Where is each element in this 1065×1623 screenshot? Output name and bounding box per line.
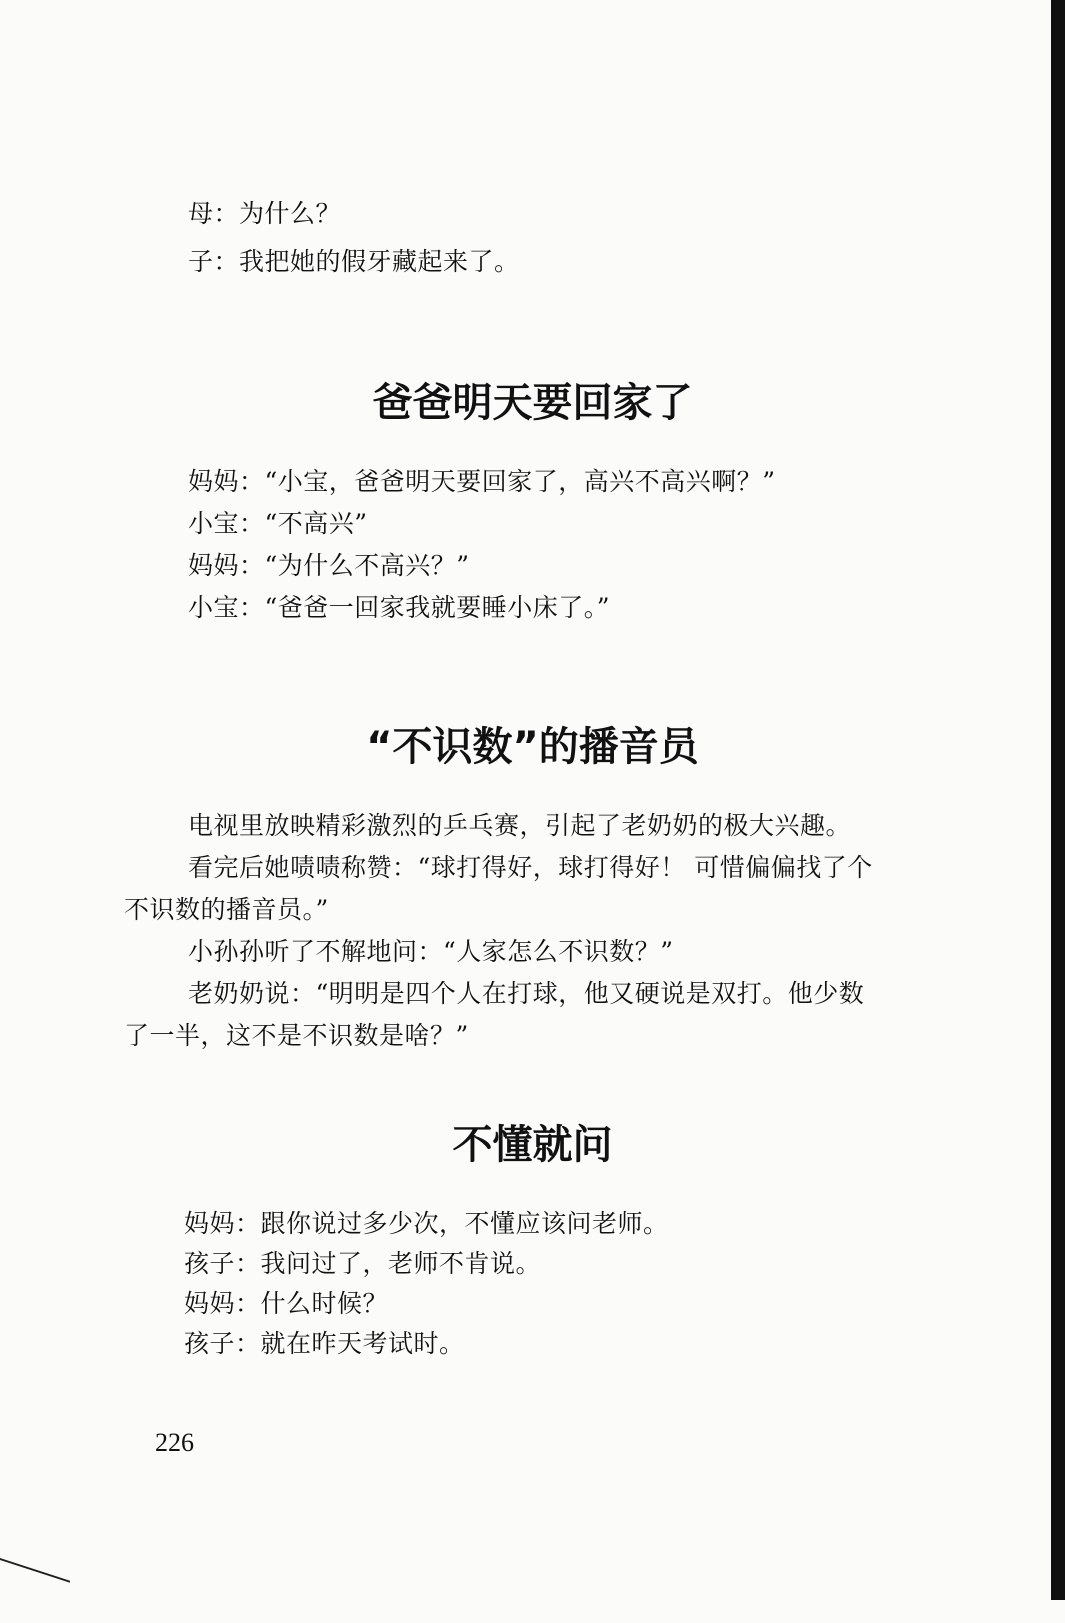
dialogue-line: 孩子：我问过了，老师不肯说。 (184, 1249, 542, 1278)
paragraph-line: 了一半，这不是不识数是啥？” (124, 1021, 469, 1050)
paragraph-line: 小孙孙听了不解地问：“人家怎么不识数？” (188, 937, 674, 966)
dialogue-line: 子：我把她的假牙藏起来了。 (188, 247, 520, 276)
paragraph-line: 电视里放映精彩激烈的乒乓赛，引起了老奶奶的极大兴趣。 (188, 811, 852, 840)
paragraph-line: 看完后她啧啧称赞：“球打得好，球打得好！ 可惜偏偏找了个 (188, 853, 873, 882)
page-corner-curl (0, 1558, 70, 1623)
dialogue-line: 妈妈：什么时候？ (184, 1289, 389, 1318)
dialogue-line: 小宝：“不高兴” (188, 509, 368, 538)
paragraph-line: 老奶奶说：“明明是四个人在打球，他又硬说是双打。他少数 (188, 979, 865, 1008)
section-title: 不懂就问 (452, 1122, 613, 1168)
dialogue-line: 妈妈：跟你说过多少次，不懂应该问老师。 (184, 1209, 669, 1238)
page-edge-shadow (1051, 0, 1065, 1600)
dialogue-line: 妈妈：“小宝，爸爸明天要回家了，高兴不高兴啊？” (188, 467, 776, 496)
section-title: 爸爸明天要回家了 (372, 380, 693, 426)
paragraph-line: 不识数的播音员。” (124, 895, 329, 924)
dialogue-line: 孩子：就在昨天考试时。 (184, 1329, 465, 1358)
dialogue-line: 妈妈：“为什么不高兴？” (188, 551, 470, 580)
section-title: “不识数”的播音员 (366, 724, 699, 770)
dialogue-line: 小宝：“爸爸一回家我就要睡小床了。” (188, 593, 611, 622)
dialogue-line: 母：为什么？ (188, 199, 342, 228)
page-number: 226 (155, 1428, 194, 1457)
